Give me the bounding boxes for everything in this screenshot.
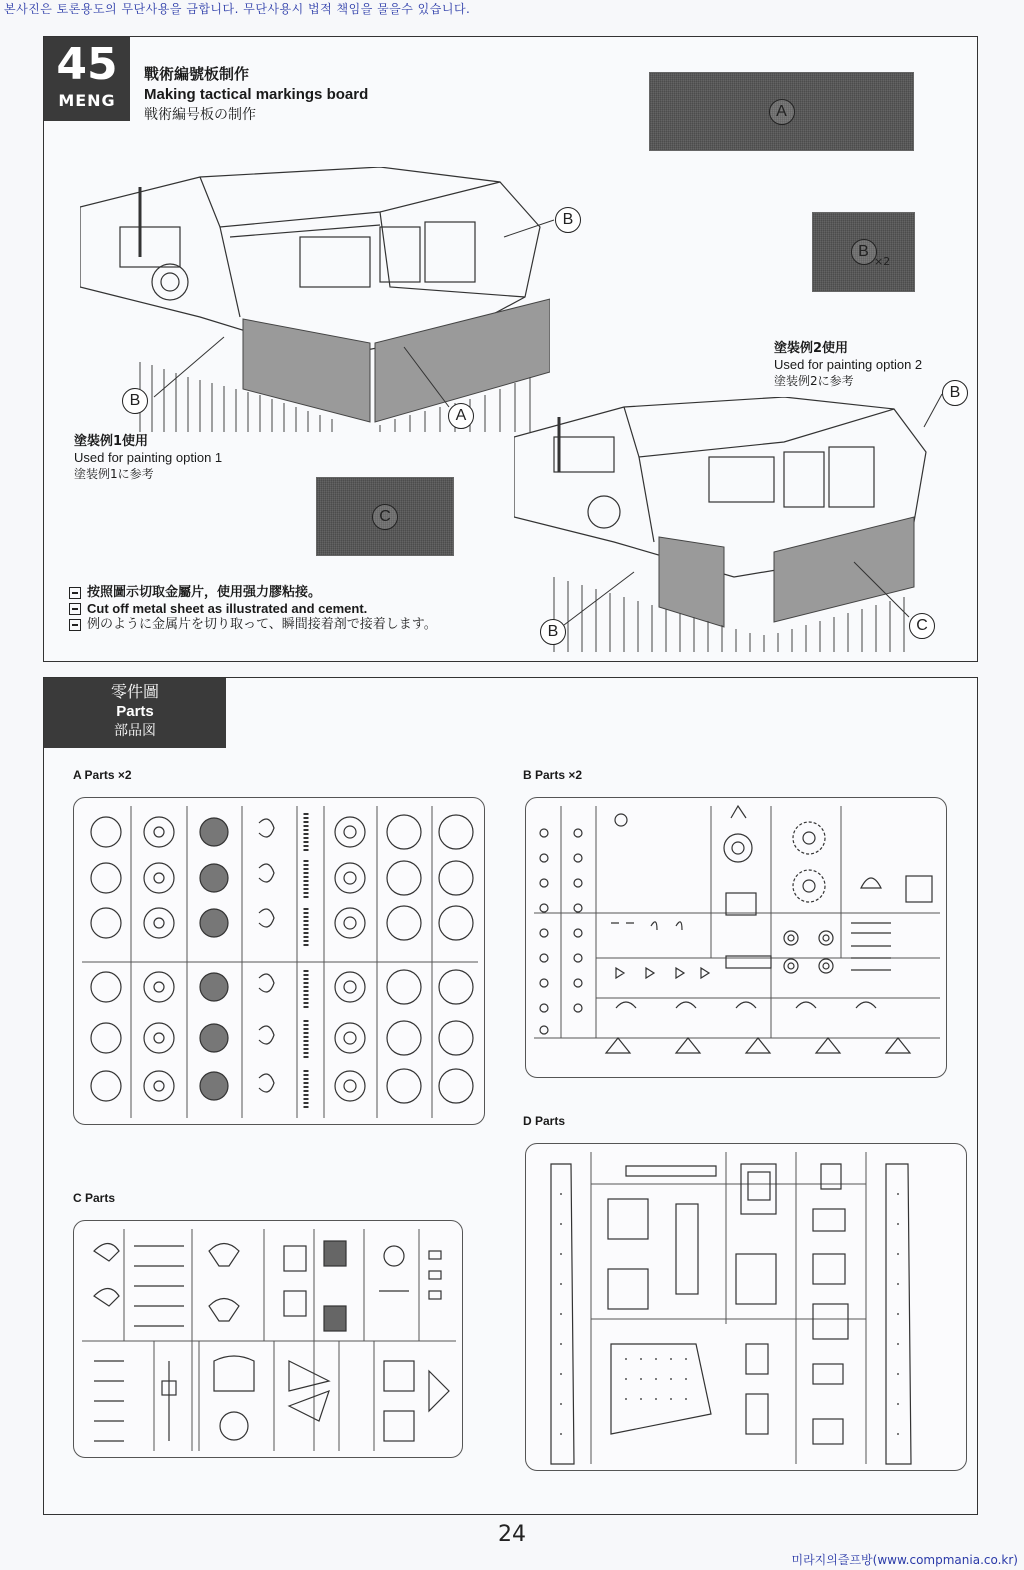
brand-logo: MENG	[58, 91, 116, 110]
instruction-ja: 例のように金属片を切り取って、瞬間接着剤で接着します。	[87, 617, 437, 632]
instructions	[69, 585, 437, 633]
sprue-c	[73, 1220, 463, 1458]
callout-b-2: B	[122, 388, 148, 414]
option-1-zh: 塗裝例1使用	[74, 434, 149, 449]
sprue-d-label: D Parts	[523, 1114, 566, 1128]
copyright-note: 본사진은 토론용도의 무단사용을 금합니다. 무단사용시 법적 책임을 물을수 있습니다.	[4, 2, 471, 16]
callout-b-4: B	[540, 619, 566, 645]
instruction-en: Cut off metal sheet as illustrated and cement.	[87, 601, 368, 616]
parts-title-en: Parts	[116, 703, 154, 720]
callout-b-3: B	[942, 380, 968, 406]
sprue-b-drawing	[526, 798, 948, 1079]
decal-label-c: C	[372, 504, 398, 530]
sprue-b-label: B Parts ×2	[523, 768, 583, 782]
painting-option-1	[74, 433, 222, 482]
sprue-a-drawing	[74, 798, 486, 1126]
title-en: Making tactical markings board	[144, 86, 369, 103]
callout-b-1: B	[555, 207, 581, 233]
option-2-zh: 塗裝例2使用	[774, 341, 849, 356]
title-ja: 戦術編号板の制作	[144, 107, 256, 123]
decal-b-multiplier: ×2	[874, 255, 891, 268]
sprue-b	[525, 797, 947, 1078]
parts-title-ja: 部品図	[114, 723, 156, 739]
source-note: 미라지의즐프방(www.compmania.co.kr)	[791, 1553, 1018, 1567]
option-2-ja: 塗装例2に参考	[774, 374, 854, 388]
instruction-zh: 按照圖示切取金屬片，使用强力膠粘接。	[87, 585, 322, 600]
sprue-c-label: C Parts	[73, 1191, 116, 1205]
step-panel	[43, 36, 978, 662]
decal-label-a: A	[769, 99, 795, 125]
sprue-d	[525, 1143, 967, 1471]
callout-c-1: C	[909, 613, 935, 639]
option-1-en: Used for painting option 1	[74, 450, 223, 465]
sprue-d-drawing	[526, 1144, 968, 1472]
painting-option-2	[774, 340, 922, 389]
callout-a-1: A	[448, 403, 474, 429]
step-number: 45	[56, 39, 118, 90]
sprue-a	[73, 797, 485, 1125]
option-1-ja: 塗装例1に参考	[74, 467, 154, 481]
parts-panel	[43, 677, 978, 1515]
sprue-a-label: A Parts ×2	[73, 768, 132, 782]
instruction-icon	[69, 603, 81, 615]
option-2-en: Used for painting option 2	[774, 357, 923, 372]
parts-badge	[44, 678, 226, 748]
instruction-icon	[69, 587, 81, 599]
page-number: 24	[498, 1522, 526, 1547]
decal-label-b: B	[851, 239, 877, 265]
parts-title-zh: 零件圖	[110, 682, 159, 701]
instruction-icon	[69, 619, 81, 631]
sprue-c-drawing	[74, 1221, 464, 1459]
title-zh: 戰術編號板制作	[144, 65, 250, 83]
